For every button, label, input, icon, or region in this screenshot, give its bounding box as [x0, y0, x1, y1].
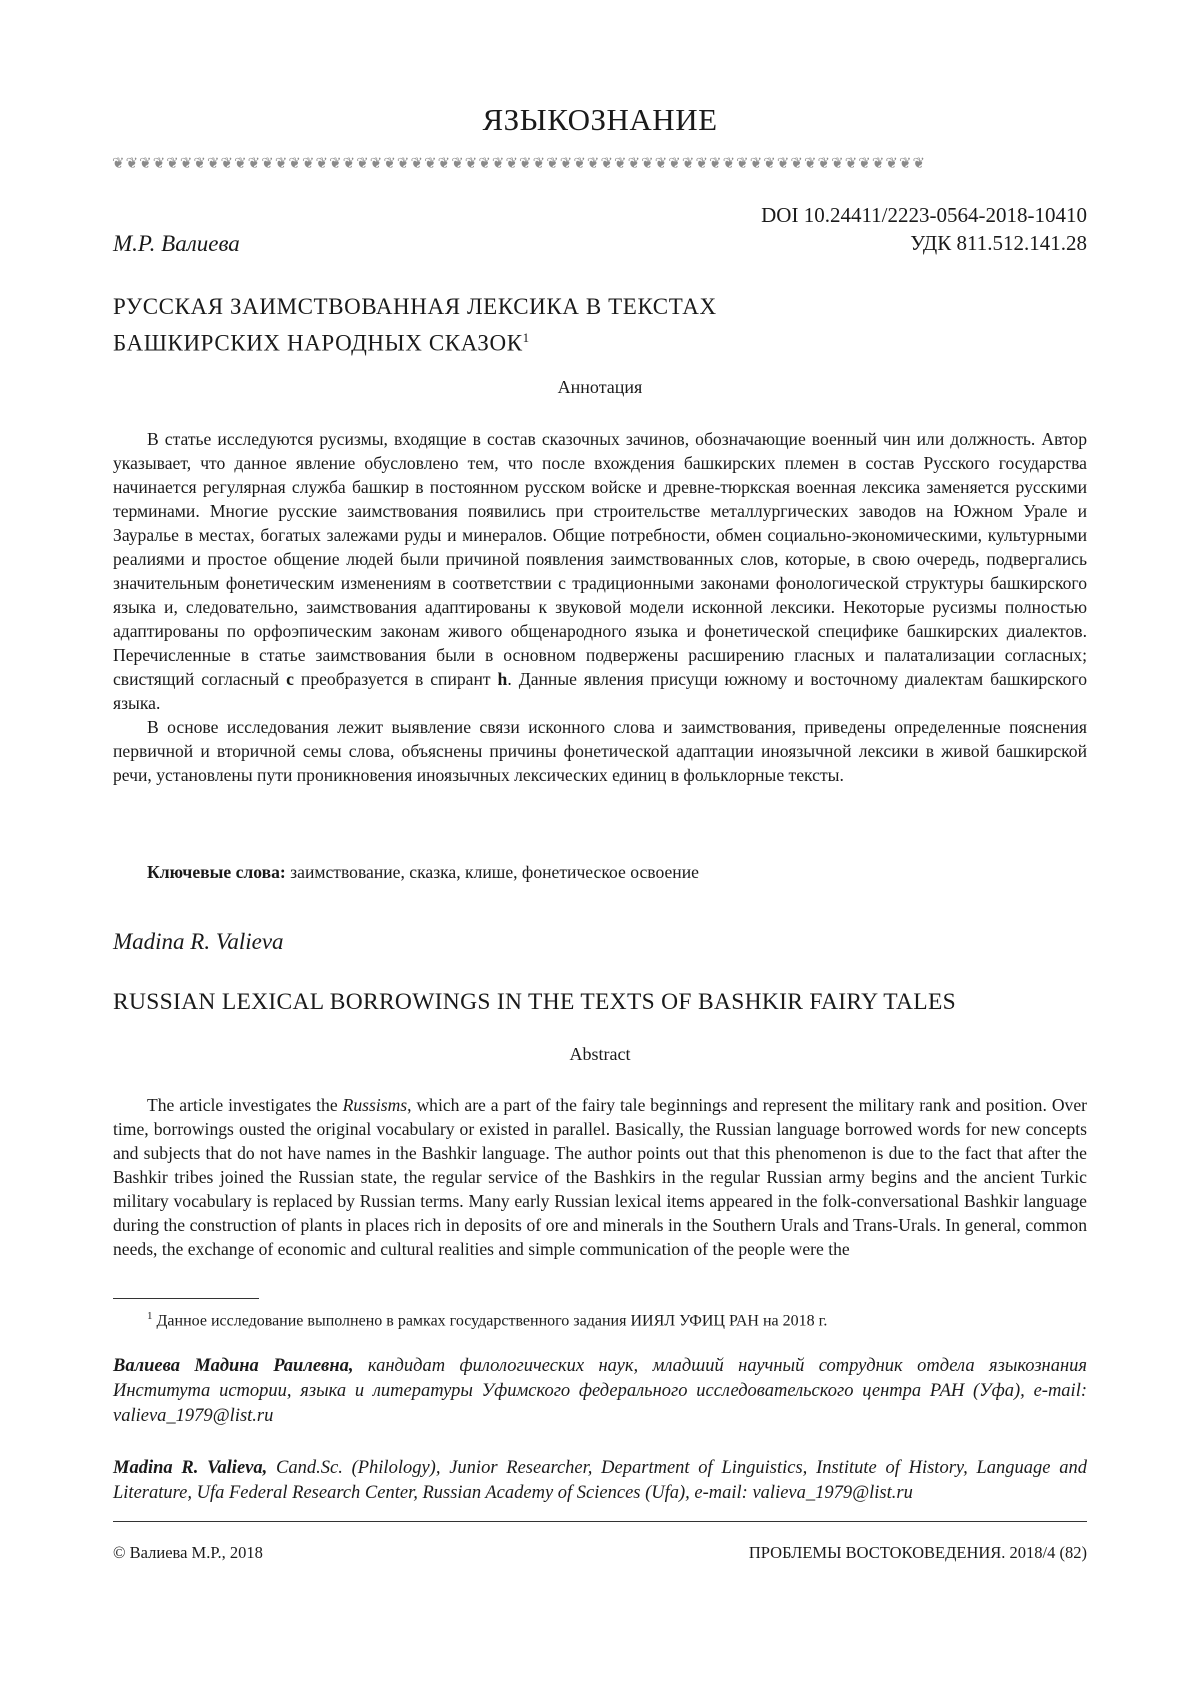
bio-ru-name: Валиева Мадина Раилевна, — [113, 1356, 354, 1376]
keywords — [147, 862, 699, 883]
copyright: © Валиева М.Р., 2018 — [113, 1543, 263, 1562]
section-title: ЯЗЫКОЗНАНИЕ — [482, 102, 718, 137]
abstract-heading-en: Abstract — [569, 1044, 631, 1064]
footnote-text: Данное исследование выполнено в рамках государственного задания ИИЯЛ УФИЦ РАН на 2018 г. — [152, 1312, 828, 1330]
abstract-ru-paragraph — [113, 427, 1087, 715]
footnote-ref[interactable]: 1 — [522, 330, 530, 345]
article-title-en: RUSSIAN LEXICAL BORROWINGS IN THE TEXTS OF BASHKIR FAIRY TALES — [113, 989, 956, 1015]
doi: DOI 10.24411/2223-0564-2018-10410 — [761, 203, 1087, 227]
abstract-en — [113, 1093, 1087, 1261]
abstract-ru-text: преобразуется в спирант — [293, 669, 498, 689]
footnote-mark: 1 — [147, 1310, 153, 1322]
ornament-border: ❦❦❦❦❦❦❦❦❦❦❦❦❦❦❦❦❦❦❦❦❦❦❦❦❦❦❦❦❦❦❦❦❦❦❦❦❦❦❦❦❦❦❦❦❦❦❦❦❦❦❦❦❦❦❦❦❦❦❦❦ — [112, 154, 927, 172]
abstract-en-paragraph — [113, 1093, 1087, 1261]
bio-en-text: Cand.Sc. (Philology), Junior Researcher, Department of Linguistics, Institute of History, Language and Literature, Ufa Federal Research Center, Russian Academy of Sciences (Ufa), e-mail: valieva_1979@list.ru — [113, 1458, 1087, 1503]
author-en: Madina R. Valieva — [113, 929, 284, 954]
udk-code: УДК 811.512.141.28 — [910, 231, 1087, 255]
author-ru: М.Р. Валиева — [113, 231, 240, 256]
title-ru-line2-text: БАШКИРСКИХ НАРОДНЫХ СКАЗОК — [113, 330, 523, 356]
abstract-ru-text: . Данные явления присущи южному и восточному диалектам башкирского языка. — [113, 669, 1087, 713]
abstract-en-text: , which are a part of the fairy tale beginnings and represent the military rank and position. Over time, borrowings ousted the original vocabulary or existed in parallel. Basically, the Russian language borrowed words for new concepts and subjects that do not have names in the Bashkir language. The author points out that this phenomenon is due to the fact that after the Bashkir tribes joined the Russian state, the regular service of the Bashkirs in the regular Russian army begins and the ancient Turkic military vocabulary is replaced by Russian terms. Many early Russian lexical items appeared in the folk-conversational Bashkir language during the construction of plants in places rich in deposits of ore and minerals in the Southern Urals and Trans-Urals. In general, common needs, the exchange of economic and cultural realities and simple communication of the people were the — [113, 1095, 1087, 1259]
journal-name: ПРОБЛЕМЫ ВОСТОКОВЕДЕНИЯ. 2018/4 (82) — [748, 1543, 1087, 1562]
bio-en-name: Madina R. Valieva, — [113, 1458, 268, 1478]
bio-ru-text: кандидат филологических наук, младший научный сотрудник отдела языкознания Института истории, языка и литературы Уфимского федерального исследовательского центра РАН (Уфа), e-mail: valieva_1979@list.ru — [113, 1356, 1087, 1426]
title-ru-line1: РУССКАЯ ЗАИМСТВОВАННАЯ ЛЕКСИКА В ТЕКСТАХ — [113, 294, 717, 319]
abstract-en-text: The article investigates the — [147, 1095, 343, 1115]
abstract-heading-ru: Аннотация — [557, 377, 643, 397]
footer-divider — [113, 1521, 1087, 1522]
abstract-en-italic: Russisms — [342, 1095, 408, 1115]
footnote-divider — [113, 1298, 259, 1299]
title-ru-line2 — [113, 322, 1013, 359]
article-title-ru — [113, 291, 1013, 359]
keywords-label: Ключевые слова: — [147, 862, 286, 882]
abstract-ru-bold: с — [286, 669, 294, 689]
abstract-ru — [113, 427, 1087, 787]
author-bio-ru — [113, 1354, 1087, 1429]
footnote — [147, 1310, 827, 1330]
abstract-ru-text: В статье исследуются русизмы, входящие в состав сказочных зачинов, обозначающие военный чин или должность. Автор указывает, что данное явление обусловлено тем, что после вхождения башкирских племен в состав Русского государства начинается регулярная служба башкир в постоянном русском войске и древне-тюркская военная лексика заменяется русскими терминами. Многие русские заимствования появились при строительстве металлургических заводов на Южном Урале и Зауралье в местах, богатых залежами руды и минералов. Общие потребности, обмен социально-экономическими, культурными реалиями и простое общение людей были причиной появления заимствованных слов, которые, в свою очередь, подвергались значительным фонетическим изменениям в соответствии с традиционными законами фонологической структуры башкирского языка и, следовательно, заимствования адаптированы к звуковой модели исконной лексики. Некоторые русизмы полностью адаптированы по орфоэпическим законам живого общенародного языка и фонетической специфике башкирских диалектов. Перечисленные в статье заимствования были в основном подвержены расширению гласных и палатализации согласных; свистящий согласный — [113, 429, 1087, 689]
keywords-list: заимствование, сказка, клише, фонетическое освоение — [285, 862, 699, 882]
abstract-ru-bold: h — [497, 669, 508, 689]
abstract-ru-paragraph: В основе исследования лежит выявление связи исконного слова и заимствования, приведены определенные пояснения первичной и вторичной семы слова, объяснены причины фонетической адаптации иноязычной лексики в живой башкирской речи, установлены пути проникновения иноязычных лексических единиц в фольклорные тексты. — [113, 717, 1087, 785]
author-bio-en — [113, 1456, 1087, 1506]
